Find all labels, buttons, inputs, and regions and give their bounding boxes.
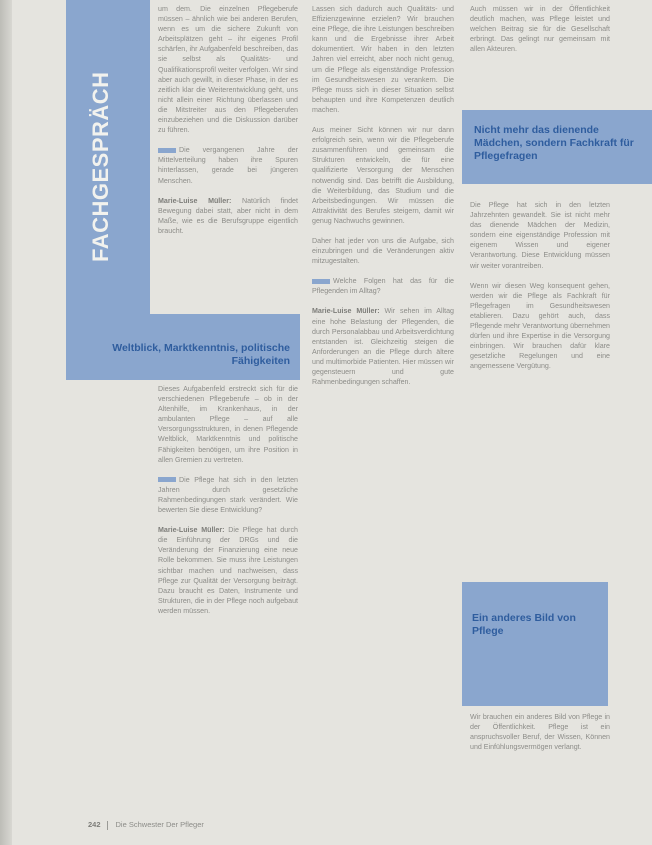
pullquote-text: Ein anderes Bild von Pflege: [472, 612, 576, 637]
question-marker: [158, 148, 176, 153]
paragraph: Aus meiner Sicht können wir nur dann erfolgreich sein, wenn wir die Pflegeberufe zusammenführen und gemeinsam die Strukturen entwickeln, die für eine qualifizierte Versorgung der Menschen notwendig sind. Das betrifft die Ausbildung, die Weiterbildung, das Studium und die Arbeitsbedingungen. Wir müssen die Attraktivität des Berufes steigern, damit wir genug Nachwuchs gewinnen.: [312, 126, 454, 225]
paragraph: Lassen sich dadurch auch Qualitäts- und Effizienzgewinne erzielen? Wir brauchen eine Pflege, die ihre Leistungen beschreiben kann und die Ergebnisse ihrer Arbeit dokumentiert. Wir haben in den letzten Jahren viel erreicht, aber noch nicht genug, um die Pflege als eigenständige Profession im Gesundheitswesen zu verankern. Die Pflege muss sich in dieser Situation selbst behaupten und ihre Kompetenzen deutlich machen.: [312, 5, 454, 114]
pullquote-box-3: [462, 582, 608, 706]
answer-text: Die Pflege hat durch die Einführung der DRGs und die Veränderung der Finanzierung eine neue Rolle bekommen. Sie muss ihre Leistungen sichtbar machen und nachweisen, dass Pflege zur Qualität der Versorgung beiträgt. Dazu braucht es Daten, Instrumente und Strukturen, die in der Pflege noch aufgebaut werden müssen.: [158, 526, 298, 615]
page-footer: [88, 820, 204, 830]
section-tab: [66, 0, 150, 330]
publication-name: Die Schwester Der Pfleger: [115, 820, 204, 829]
page-spine-shadow: [0, 0, 12, 845]
speaker-name: Marie-Luise Müller:: [158, 196, 232, 205]
question-text: Welche Folgen hat das für die Pflegenden im Alltag?: [312, 277, 454, 296]
question-text: Die vergangenen Jahre der Mittelverteilung haben ihre Spuren hinterlassen, gerade bei jüngeren Menschen.: [158, 146, 298, 185]
question-marker: [158, 477, 176, 482]
column-3-top: [470, 4, 610, 64]
column-3-middle: [470, 200, 610, 382]
answer-text: Wir sehen im Alltag eine hohe Belastung der Pflegenden, die durch Personalabbau und Arbeitsverdichtung entstanden ist. Gleichzeitig steigen die Anforderungen an die Pflege durch ältere und multimorbide Patienten. Hier müssen wir gegensteuern und gute Rahmenbedingungen schaffen.: [312, 307, 454, 387]
interview-answer: [158, 196, 298, 236]
speaker-name: Marie-Luise Müller:: [158, 526, 225, 535]
question-text: Die Pflege hat sich in den letzten Jahren durch gesetzliche Rahmenbedingungen stark verändert. Wie bewerten Sie diese Entwicklung?: [158, 475, 298, 515]
question-marker: [312, 279, 330, 284]
paragraph: Daher hat jeder von uns die Aufgabe, sich einzubringen und die Veränderungen aktiv mitzugestalten.: [312, 236, 454, 266]
interview-question: [158, 145, 298, 185]
paragraph: Auch müssen wir in der Öffentlichkeit deutlich machen, was Pflege leistet und welchen Beitrag sie für die Gesellschaft erbringt. Das gelingt nur gemeinsam mit allen Akteuren.: [470, 5, 610, 54]
interview-answer: [312, 306, 454, 387]
footer-divider: [107, 821, 108, 830]
pullquote-text: Weltblick, Marktkenntnis, politische Fähigkeiten: [112, 342, 290, 367]
paragraph: Dieses Aufgabenfeld erstreckt sich für die verschiedenen Pflegeberufe – ob in der Altenhilfe, im Krankenhaus, in der ambulanten Pflege – auf alle Versorgungsstrukturen, in denen Pflegende Weltblick, Marktkenntnis und politische Fähigkeiten benötigen, um ihre Position in allen Gremien zu vertreten.: [158, 385, 298, 464]
pullquote-box-1: [66, 314, 300, 380]
answer-text: Natürlich findet Bewegung dabei statt, aber nicht in dem Maße, wie es die Berufsgruppe eigentlich braucht.: [158, 196, 298, 235]
column-2: [312, 4, 454, 397]
section-tab-label: FACHGESPRÄCH: [88, 71, 113, 262]
page-number: 242: [88, 820, 101, 829]
interview-question: [158, 475, 298, 515]
paragraph: Wenn wir diesen Weg konsequent gehen, werden wir die Pflege als Fachkraft für Pflegefragen im Gesundheitswesen etablieren. Dazu gehört auch, dass Pflegende mehr Verantwortung übernehmen dürfen und ihre Expertise in die Versorgung einbringen. Wir brauchen dafür klare gesetzliche Regelungen und eine angemessene Vergütung.: [470, 281, 610, 371]
column-3-bottom: [470, 712, 610, 762]
column-1-top: [158, 4, 298, 246]
column-1-bottom: [158, 384, 298, 626]
speaker-name: Marie-Luise Müller:: [312, 307, 380, 316]
pullquote-box-2: [462, 110, 652, 184]
interview-answer: [158, 525, 298, 616]
paragraph: Die Pflege hat sich in den letzten Jahrzehnten gewandelt. Sie ist nicht mehr das dienende Mädchen der Medizin, sondern eine eigenständige Profession mit eigenem Wissen und eigener Verantwortung. Diese Entwicklung müssen wir weiter vorantreiben.: [470, 201, 610, 270]
paragraph: um dem. Die einzelnen Pflegeberufe müssen – ähnlich wie bei anderen Berufen, wenn es um die sichere Zukunft von Arbeitsplätzen geht – ihr eigenes Profil schärfen, ihr Aufgabenfeld beschreiben, das sie selbst als Qualitäts- und Qualifikationsprofil weiter verfolgen. Wir sind aber auch gewillt, in dieser Phase, in der es zeitlich klar die Weiterentwicklung geht, uns nicht allein einer Richtung überlassen und die Mitstreiter aus den Pflegeberufen einzubeziehen und die Diskussion darüber zu führen.: [158, 5, 298, 135]
paragraph: Wir brauchen ein anderes Bild von Pflege in der Öffentlichkeit. Pflege ist ein anspruchsvoller Beruf, der Wissen, Können und Einfühlungsvermögen verlangt.: [470, 713, 610, 752]
interview-question: [312, 276, 454, 296]
pullquote-text: Nicht mehr das dienende Mädchen, sondern Fachkraft für Pflegefragen: [474, 124, 634, 162]
